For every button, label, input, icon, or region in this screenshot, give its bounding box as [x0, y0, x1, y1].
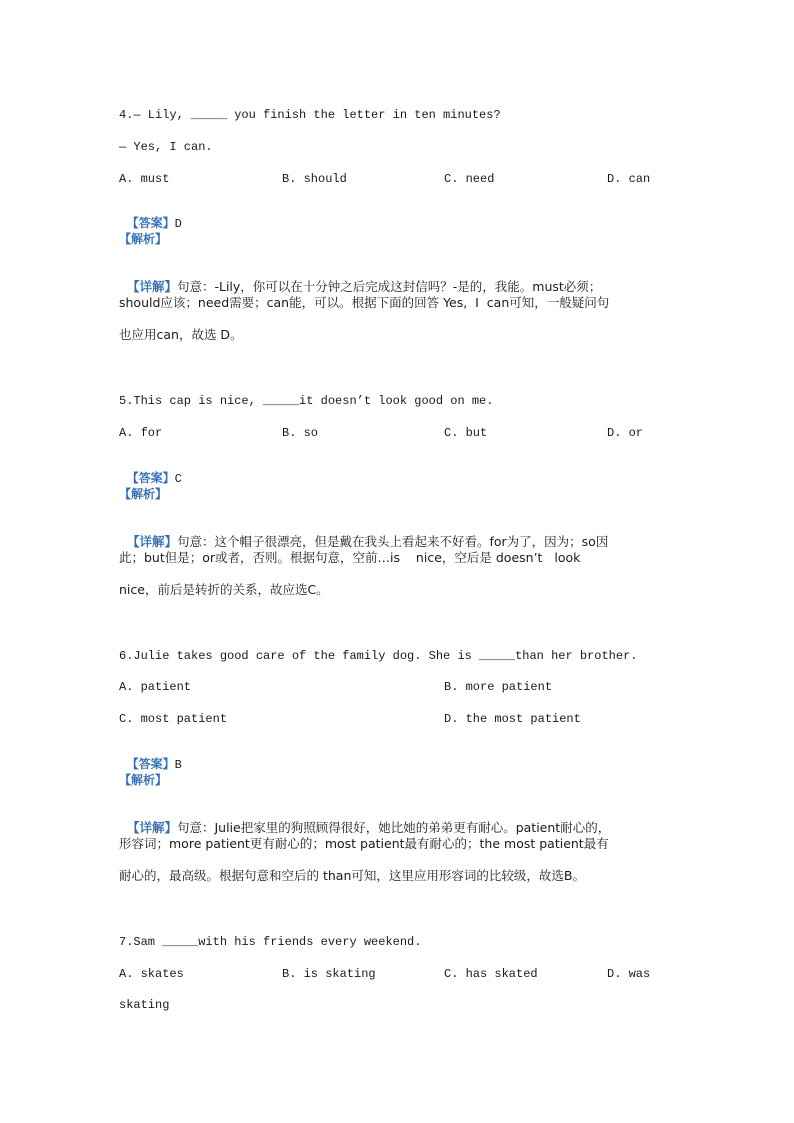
answer-tag: 【答案】 — [126, 471, 175, 485]
detail-text: 句意：Julie把家里的狗照顾得很好，她比她的弟弟更有耐心。patient耐心的， — [176, 820, 611, 835]
q5-detail-line-2: 此；but但是；or或者，否则。根据句意，空前…is nice，空后是 doesn’t look — [119, 550, 581, 565]
q6-detail-line-2: 形容词；more patient更有耐心的；most patient最有耐心的；the most patient最有 — [119, 836, 609, 851]
q5-option-c: C. but — [444, 426, 488, 440]
detail-tag: 【详解】 — [126, 534, 177, 549]
answer-value: D — [174, 217, 182, 231]
q4-detail-line-2: should应该；need需要；can能，可以。根据下面的回答 Yes, I can可知，一般疑问句 — [119, 295, 610, 310]
q5-option-d: D. or — [607, 426, 644, 440]
q7-option-b: B. is skating — [282, 967, 376, 981]
q4-option-c: C. need — [444, 172, 495, 186]
q4-answer — [119, 199, 182, 232]
q7-stem: 7.Sam _____with his friends every weekend. — [119, 935, 422, 949]
q5-detail-line-1 — [119, 518, 608, 550]
answer-tag: 【答案】 — [126, 216, 175, 230]
q6-option-c: C. most patient — [119, 712, 228, 726]
q4-option-d: D. can — [607, 172, 651, 186]
q5-option-b: B. so — [282, 426, 319, 440]
q4-analysis-tag: 【解析】 — [119, 232, 168, 246]
q6-detail-line-3: 耐心的，最高级。根据句意和空后的 than可知，这里应用形容词的比较级，故选B。 — [119, 868, 585, 883]
detail-text: 句意：这个帽子很漂亮，但是戴在我头上看起来不好看。for为了，因为；so因 — [176, 534, 609, 549]
q4-option-a: A. must — [119, 172, 170, 186]
q5-stem: 5.This cap is nice, _____it doesn’t look good on me. — [119, 394, 494, 408]
q6-analysis-tag: 【解析】 — [119, 773, 168, 787]
q4-option-b: B. should — [282, 172, 347, 186]
q6-stem: 6.Julie takes good care of the family dog. She is _____than her brother. — [119, 649, 638, 663]
answer-value: B — [174, 758, 182, 772]
detail-tag: 【详解】 — [126, 279, 177, 294]
answer-value: C — [174, 472, 182, 486]
q6-option-b: B. more patient — [444, 680, 553, 694]
q6-option-a: A. patient — [119, 680, 192, 694]
q5-detail-line-3: nice，前后是转折的关系，故应选C。 — [119, 582, 329, 597]
answer-tag: 【答案】 — [126, 757, 175, 771]
q4-detail-line-3: 也应用can，故选 D。 — [119, 327, 243, 342]
q5-option-a: A. for — [119, 426, 163, 440]
q4-reply: — Yes, I can. — [119, 140, 213, 154]
q6-answer — [119, 740, 182, 773]
q6-detail-line-1 — [119, 804, 610, 836]
q4-detail-line-1 — [119, 263, 601, 295]
q7-option-d: D. was — [607, 967, 651, 981]
detail-tag: 【详解】 — [126, 820, 177, 835]
q6-option-d: D. the most patient — [444, 712, 581, 726]
q5-analysis-tag: 【解析】 — [119, 487, 168, 501]
q7-option-a: A. skates — [119, 967, 184, 981]
q7-option-c: C. has skated — [444, 967, 538, 981]
q7-option-d-wrap: skating — [119, 998, 170, 1012]
q5-answer — [119, 454, 182, 487]
q4-stem: 4.— Lily, _____ you finish the letter in ten minutes? — [119, 108, 501, 122]
detail-text: 句意：-Lily，你可以在十分钟之后完成这封信吗？-是的，我能。must必须； — [176, 279, 602, 294]
